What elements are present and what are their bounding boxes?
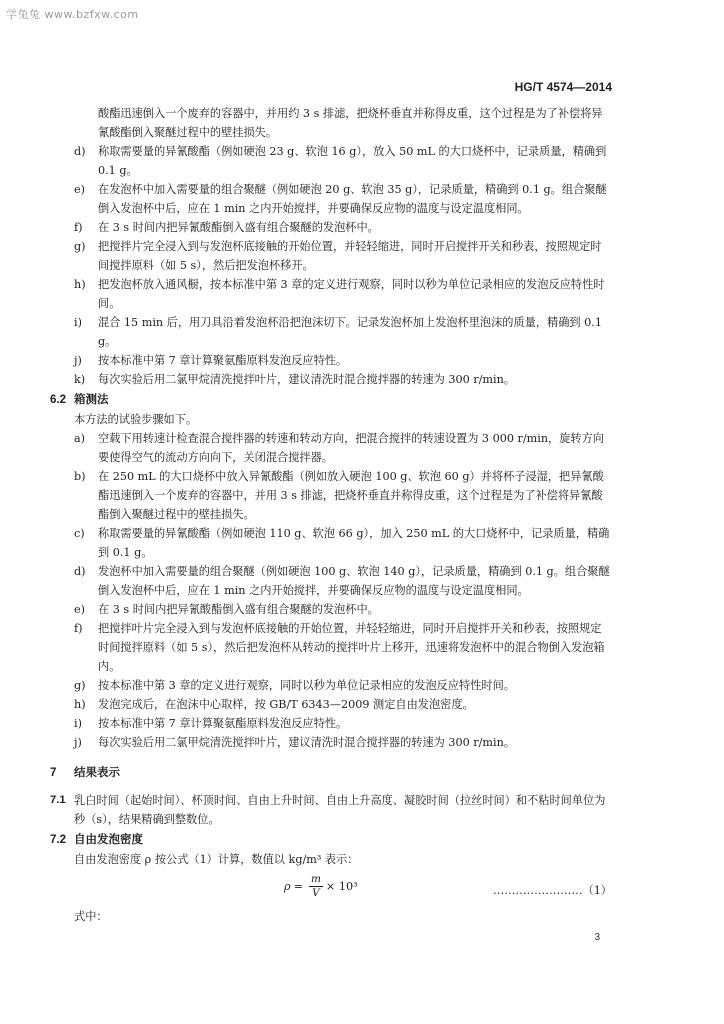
list-item: f) 在 3 s 时间内把异氰酸酯倒入盛有组合聚醚的发泡杯中。 bbox=[74, 221, 379, 234]
site-watermark: 学兔兔 www.bzfxw.com bbox=[6, 8, 139, 21]
list-item: e) 在发泡杯中加入需要量的组合聚醚（例如硬泡 20 g、软泡 35 g），记录质量，精确到 0.1 g。组合聚醚倒入发泡杯中后，应在 1 min 之内开始搅拌，并要确保反应物的温度与设定温度相同。 bbox=[74, 183, 607, 215]
list-item: i) 按本标准中第 7 章计算聚氨酯原料发泡反应特性。 bbox=[74, 717, 348, 730]
density-formula: ρ = $\frac{m}{V}$ × 10³ bbox=[284, 873, 358, 899]
section-heading-7-2: 7.2 自由发泡密度 bbox=[50, 834, 143, 846]
document-body bbox=[50, 104, 612, 926]
list-item: h) 把发泡杯放入通风橱，按本标准中第 3 章的定义进行观察，同时以秒为单位记录相应的发泡反应特性时间。 bbox=[74, 278, 605, 310]
list-item: g) 按本标准中第 3 章的定义进行观察，同时以秒为单位记录相应的发泡反应特性时间。 bbox=[74, 679, 515, 692]
list-item: j) 按本标准中第 7 章计算聚氨酯原料发泡反应特性。 bbox=[74, 354, 348, 367]
section-heading-7: 7 结果表示 bbox=[50, 767, 120, 779]
list-6-1 bbox=[74, 142, 612, 389]
list-item: d) 发泡杯中加入需要量的组合聚醚（例如硬泡 100 g、软泡 140 g），记录质量，精确到 0.1 g。组合聚醚倒入发泡杯中后，应在 1 min 之内开始搅拌，并要确保反应物的温度与设定温度相同。 bbox=[74, 565, 610, 597]
list-6-2 bbox=[74, 429, 612, 752]
fraction: $\frac{m}{V}$ bbox=[310, 873, 321, 899]
list-item: c) 称取需要量的异氰酸酯（例如硬泡 110 g、软泡 66 g），加入 250 mL 的大口烧杯中，记录质量，精确到 0.1 g。 bbox=[74, 527, 610, 559]
list-item: g) 把搅拌片完全浸入到与发泡杯底接触的开始位置，并轻轻缩进，同时开启搅拌开关和秒表，按照规定时间搅拌原料（如 5 s），然后把发泡杯移开。 bbox=[74, 240, 602, 272]
list-item: d) 称取需要量的异氰酸酯（例如硬泡 23 g、软泡 16 g），放入 50 mL 的大口烧杯中，记录质量，精确到 0.1 g。 bbox=[74, 145, 607, 177]
standard-code: HG/T 4574—2014 bbox=[514, 80, 612, 94]
formula-intro: 自由发泡密度 ρ 按公式（1）计算，数值以 kg/m³ 表示： bbox=[74, 853, 359, 866]
list-item: k) 每次实验后用二氯甲烷清洗搅拌叶片，建议清洗时混合搅拌器的转速为 300 r/min。 bbox=[74, 373, 515, 386]
formula-1 bbox=[74, 873, 612, 907]
list-item: i) 混合 15 min 后，用刀具沿着发泡杯沿把泡沫切下。记录发泡杯加上发泡杯里泡沫的质量，精确到 0.1 g。 bbox=[74, 316, 602, 348]
continued-paragraph: 酸酯迅速倒入一个废弃的容器中，并用约 3 s 排滤，把烧杯垂直并称得皮重，这个过程是为了补偿将异氰酸酯倒入聚醚过程中的壁挂损失。 bbox=[98, 107, 603, 139]
list-item: f) 把搅拌叶片完全浸入到与发泡杯底接触的开始位置，并轻轻缩进，同时开启搅拌开关和秒表，按照规定时间搅拌原料（如 5 s），然后把发泡杯从转动的搅拌叶片上移开，迅速将发泡杯中的混合物倒入发泡箱内。 bbox=[74, 622, 605, 673]
section-intro: 本方法的试验步骤如下。 bbox=[74, 413, 198, 426]
where-label: 式中： bbox=[74, 910, 108, 923]
list-item: b) 在 250 mL 的大口烧杯中放入异氰酸酯（例如放入硬泡 100 g、软泡 60 g）并将杯子浸湿，把异氰酸酯迅速倒入一个废弃的容器中，并用 3 s 排滤，把烧杯垂直并称得皮重，这个过程是为了补偿将异氰酸酯倒入聚醚过程中的壁挂损失。 bbox=[74, 470, 604, 521]
list-item: h) 发泡完成后，在泡沫中心取样，按 GB/T 6343—2009 测定自由发泡密度。 bbox=[74, 698, 474, 711]
section-heading-6-2: 6.2 箱测法 bbox=[50, 394, 109, 406]
equation-number: ……………………（1） bbox=[493, 884, 612, 897]
page-number: 3 bbox=[594, 932, 600, 943]
clause-7-1: 7.1 乳白时间（起始时间）、杯顶时间、自由上升时间、自由上升高度、凝胶时间（拉丝时间）和不粘时间单位为秒（s），结果精确到整数位。 bbox=[50, 794, 606, 826]
list-item: a) 空载下用转速计检查混合搅拌器的转速和转动方向，把混合搅拌的转速设置为 3 000 r/min，旋转方向要使得空气的流动方向向下，关闭混合搅拌器。 bbox=[74, 432, 604, 464]
list-item: e) 在 3 s 时间内把异氰酸酯倒入盛有组合聚醚的发泡杯中。 bbox=[74, 603, 379, 616]
list-item: j) 每次实验后用二氯甲烷清洗搅拌叶片，建议清洗时混合搅拌器的转速为 300 r/min。 bbox=[74, 736, 515, 749]
